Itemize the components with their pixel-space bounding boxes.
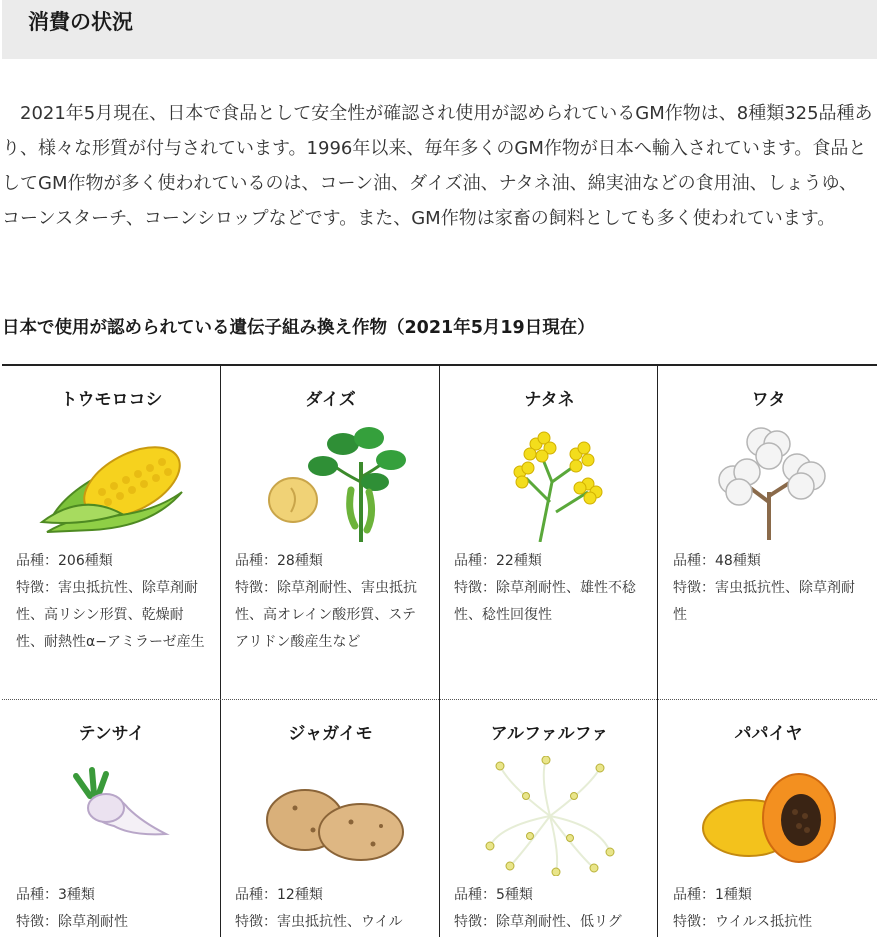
crop-varieties: 品種：48種類 <box>673 553 761 569</box>
alfalfa-icon <box>470 756 630 876</box>
potato-icon <box>251 756 411 876</box>
crop-cell-sugar-beet <box>2 700 221 937</box>
crop-name: ナタネ <box>524 390 575 410</box>
crop-cell-cotton <box>659 366 877 699</box>
section-header <box>2 0 877 59</box>
sugar-beet-icon <box>32 756 192 876</box>
crop-traits: 特徴：害虫抵抗性、除草剤耐性、高リシン形質、乾燥耐性、耐熱性α−アミラーゼ産生 <box>16 580 205 650</box>
row-divider <box>2 699 877 700</box>
crop-varieties: 品種：5種類 <box>454 887 533 903</box>
intro-paragraph: 2021年5月現在、日本で食品として安全性が確認され使用が認められているGM作物は、8種類325品種あり、様々な形質が付与されています。1996年以来、毎年多くのGM作物が日本へ輸入されています。食品としてGM作物が多く使われているのは、コーン油、ダイズ油、ナタネ油、綿実油などの食用油、しょうゆ、コーンスターチ、コーンシロップなどです。また、GM作物は家畜の飼料としても多く使われています。 <box>2 103 873 229</box>
crop-cell-papaya <box>659 700 877 937</box>
crop-varieties: 品種：12種類 <box>235 887 323 903</box>
soybean-icon <box>251 422 411 542</box>
column-divider <box>220 366 221 937</box>
cotton-icon <box>689 422 849 542</box>
crop-name: ジャガイモ <box>288 724 373 744</box>
crop-traits: 特徴：害虫抵抗性、除草剤耐性 <box>673 580 855 623</box>
crop-name: パパイヤ <box>734 724 803 744</box>
crop-traits: 特徴：除草剤耐性、低リグ <box>454 914 622 930</box>
crop-varieties: 品種：22種類 <box>454 553 542 569</box>
crop-cell-corn <box>2 366 221 699</box>
rapeseed-icon <box>470 422 630 542</box>
crop-varieties: 品種：28種類 <box>235 553 323 569</box>
crop-traits: 特徴：除草剤耐性、害虫抵抗性、高オレイン酸形質、ステアリドン酸産生など <box>235 580 417 650</box>
crop-traits: 特徴：除草剤耐性、雄性不稔性、稔性回復性 <box>454 580 636 623</box>
table-title: 日本で使用が認められている遺伝子組み換え作物（2021年5月19日現在） <box>2 318 595 338</box>
crop-name: テンサイ <box>78 724 145 744</box>
crop-varieties: 品種：1種類 <box>673 887 752 903</box>
papaya-icon <box>689 756 849 876</box>
crop-name: アルファルファ <box>490 724 609 744</box>
crop-traits: 特徴：ウイルス抵抗性 <box>673 914 813 930</box>
crop-traits: 特徴：害虫抵抗性、ウイル <box>235 914 403 930</box>
column-divider <box>657 366 658 937</box>
crop-cell-alfalfa <box>440 700 659 937</box>
column-divider <box>439 366 440 937</box>
corn-icon <box>32 422 192 542</box>
crop-cell-rapeseed <box>440 366 659 699</box>
crop-table <box>2 364 877 937</box>
crop-cell-potato <box>221 700 440 937</box>
crop-varieties: 品種：3種類 <box>16 887 95 903</box>
crop-name: トウモロコシ <box>60 390 163 410</box>
crop-traits: 特徴：除草剤耐性 <box>16 914 128 930</box>
crop-varieties: 品種：206種類 <box>16 553 113 569</box>
crop-cell-soybean <box>221 366 440 699</box>
section-title: 消費の状況 <box>28 10 133 34</box>
crop-name: ワタ <box>751 390 786 410</box>
crop-name: ダイズ <box>305 390 356 410</box>
